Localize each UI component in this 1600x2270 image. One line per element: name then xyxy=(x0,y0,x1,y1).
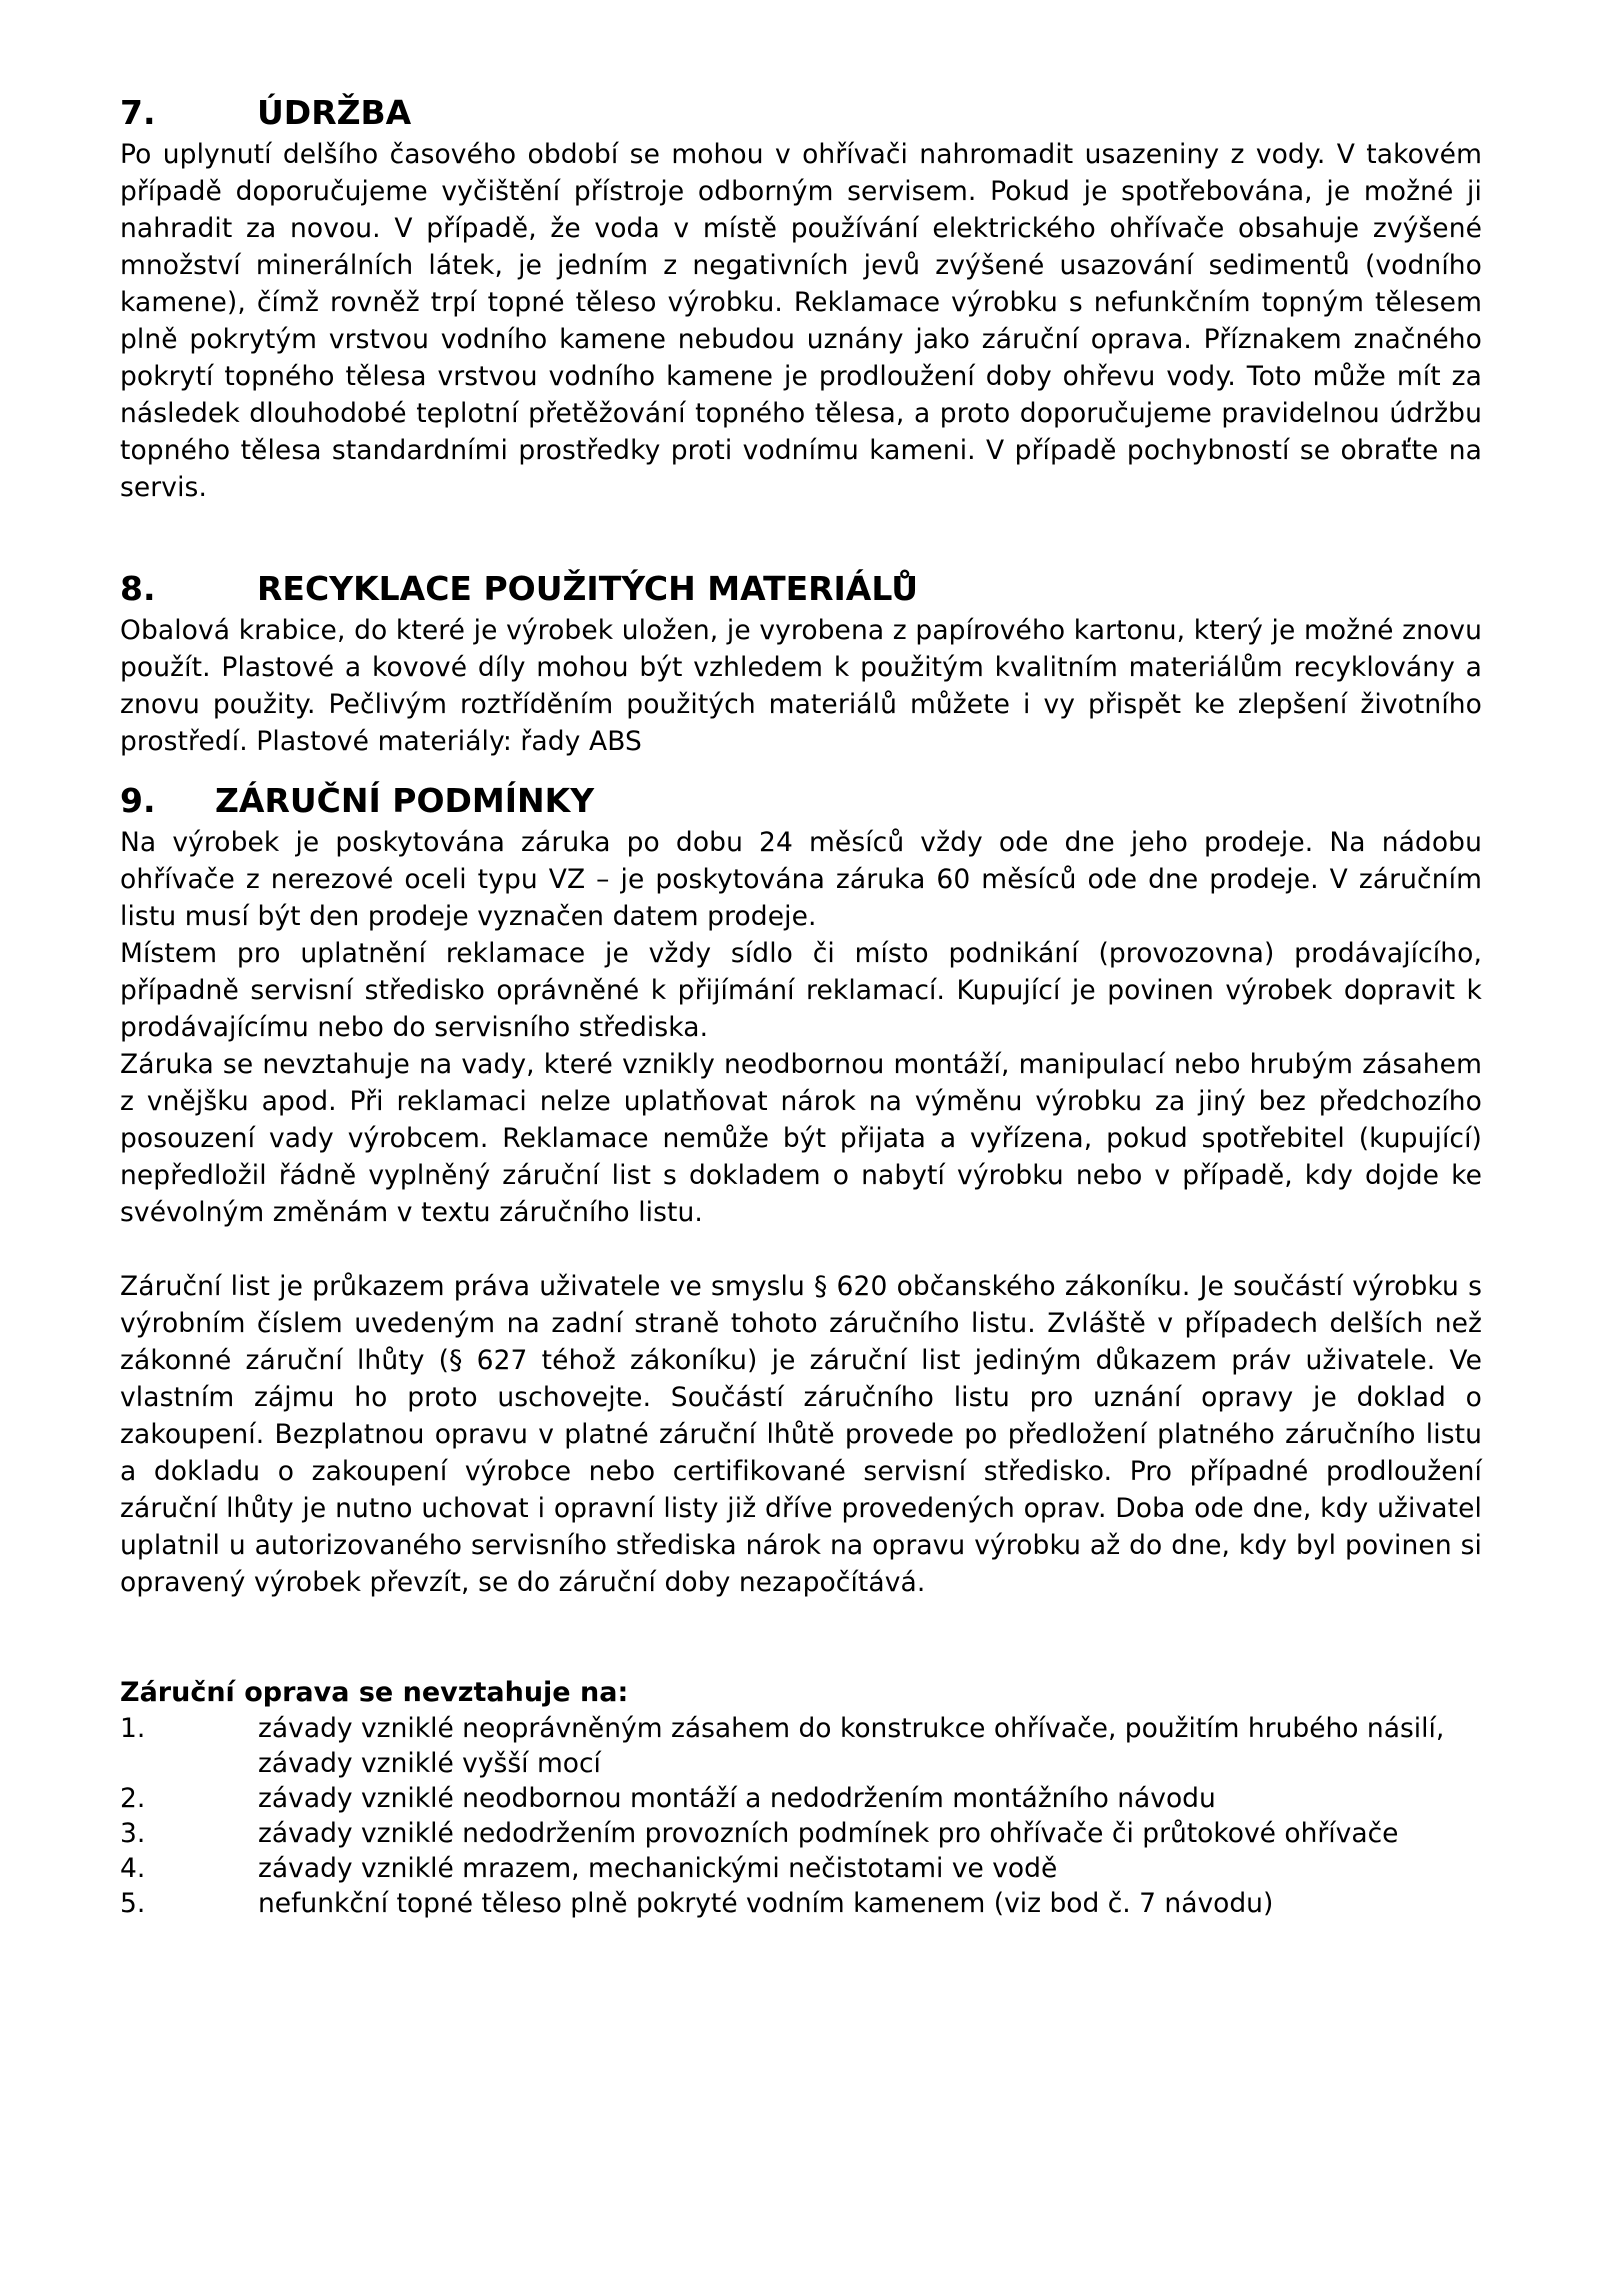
section-title: RECYKLACE POUŽITÝCH MATERIÁLŮ xyxy=(257,569,918,608)
section-paragraph: Místem pro uplatnění reklamace je vždy sídlo či místo podnikání (provozovna) prodávajícího, případně servisní středisko oprávněné k přijímání reklamací. Kupující je povinen výrobek dopravit k prodávajícímu nebo do servisního střediska. xyxy=(120,938,1482,1043)
list-item-text: nefunkční topné těleso plně pokryté vodním kamenem (viz bod č. 7 návodu) xyxy=(258,1888,1274,1919)
list-item-text: závady vzniklé nedodržením provozních podmínek pro ohřívače či průtokové ohřívače xyxy=(258,1818,1399,1849)
section-title: ZÁRUČNÍ PODMÍNKY xyxy=(215,781,595,820)
list-item xyxy=(120,1886,1482,1921)
list-item-number: 5. xyxy=(120,1888,146,1919)
list-item-text: závady vzniklé neoprávněným zásahem do konstrukce ohřívače, použitím hrubého násilí, závady vzniklé vyšší mocí xyxy=(258,1713,1445,1779)
section-title: ÚDRŽBA xyxy=(257,93,412,132)
list-item-text: závady vzniklé mrazem, mechanickými nečistotami ve vodě xyxy=(258,1853,1058,1884)
list-item-number: 2. xyxy=(120,1783,146,1814)
section-number: 7. xyxy=(120,93,156,132)
section-heading xyxy=(120,90,1482,136)
list-item-number: 1. xyxy=(120,1713,146,1744)
section-paragraph: Obalová krabice, do které je výrobek uložen, je vyrobena z papírového kartonu, který je možné znovu použít. Plastové a kovové díly mohou být vzhledem k použitým kvalitním materiálům recyklovány a znovu použity. Pečlivým roztříděním použitých materiálů můžete i vy přispět ke zlepšení životního prostředí. Plastové materiály: řady ABS xyxy=(120,615,1482,757)
list-item xyxy=(120,1851,1482,1886)
section-heading xyxy=(120,566,1482,612)
document-page xyxy=(120,90,1482,1921)
list-item xyxy=(120,1816,1482,1851)
section-number: 9. xyxy=(120,781,156,820)
exclusions-title: Záruční oprava se nevztahuje na: xyxy=(120,1677,629,1708)
section-number: 8. xyxy=(120,569,156,608)
list-item-number: 3. xyxy=(120,1818,146,1849)
list-item-text: závady vzniklé neodbornou montáží a nedodržením montážního návodu xyxy=(258,1783,1216,1814)
list-item-number: 4. xyxy=(120,1853,146,1884)
section-paragraph: Po uplynutí delšího časového období se mohou v ohřívači nahromadit usazeniny z vody. V takovém případě doporučujeme vyčištění přístroje odborným servisem. Pokud je spotřebována, je možné ji nahradit za novou. V případě, že voda v místě používání elektrického ohřívače obsahuje zvýšené množství minerálních látek, je jedním z negativních jevů zvýšené usazování sedimentů (vodního kamene), čímž rovněž trpí topné těleso výrobku. Reklamace výrobku s nefunkčním topným tělesem plně pokrytým vrstvou vodního kamene nebudou uznány jako záruční oprava. Příznakem značného pokrytí topného tělesa vrstvou vodního kamene je prodloužení doby ohřevu vody. Toto může mít za následek dlouhodobé teplotní přetěžování topného tělesa, a proto doporučujeme pravidelnou údržbu topného tělesa standardními prostředky proti vodnímu kameni. V případě pochybností se obraťte na servis. xyxy=(120,139,1482,503)
section-warranty xyxy=(120,778,1482,1601)
list-item xyxy=(120,1781,1482,1816)
section-recycling xyxy=(120,566,1482,760)
section-paragraph: Záruka se nevztahuje na vady, které vznikly neodbornou montáží, manipulací nebo hrubým zásahem z vnějšku apod. Při reklamaci nelze uplatňovat nárok na výměnu výrobku za jiný bez předchozího posouzení vady výrobcem. Reklamace nemůže být přijata a vyřízena, pokud spotřebitel (kupující) nepředložil řádně vyplněný záruční list s dokladem o nabytí výrobku nebo v případě, kdy dojde ke svévolným změnám v textu záručního listu. xyxy=(120,1049,1482,1228)
section-paragraph: Na výrobek je poskytována záruka po dobu 24 měsíců vždy ode dne jeho prodeje. Na nádobu ohřívače z nerezové oceli typu VZ – je poskytována záruka 60 měsíců ode dne prodeje. V záručním listu musí být den prodeje vyznačen datem prodeje. xyxy=(120,827,1482,932)
section-maintenance xyxy=(120,90,1482,506)
section-paragraph: Záruční list je průkazem práva uživatele ve smyslu § 620 občanského zákoníku. Je součástí výrobku s výrobním číslem uvedeným na zadní straně tohoto záručního listu. Zvláště v případech delších než zákonné záruční lhůty (§ 627 téhož zákoníku) je záruční list jediným důkazem práv uživatele. Ve vlastním zájmu ho proto uschovejte. Součástí záručního listu pro uznání opravy je doklad o zakoupení. Bezplatnou opravu v platné záruční lhůtě provede po předložení platného záručního listu a dokladu o zakoupení výrobce nebo certifikované servisní středisko. Pro případné prodloužení záruční lhůty je nutno uchovat i opravní listy již dříve provedených oprav. Doba ode dne, kdy uživatel uplatnil u autorizovaného servisního střediska nárok na opravu výrobku až do dne, kdy byl povinen si opravený výrobek převzít, se do záruční doby nezapočítává. xyxy=(120,1271,1482,1598)
section-heading xyxy=(120,778,1482,824)
list-item xyxy=(120,1711,1482,1781)
warranty-exclusions xyxy=(120,1674,1482,1921)
